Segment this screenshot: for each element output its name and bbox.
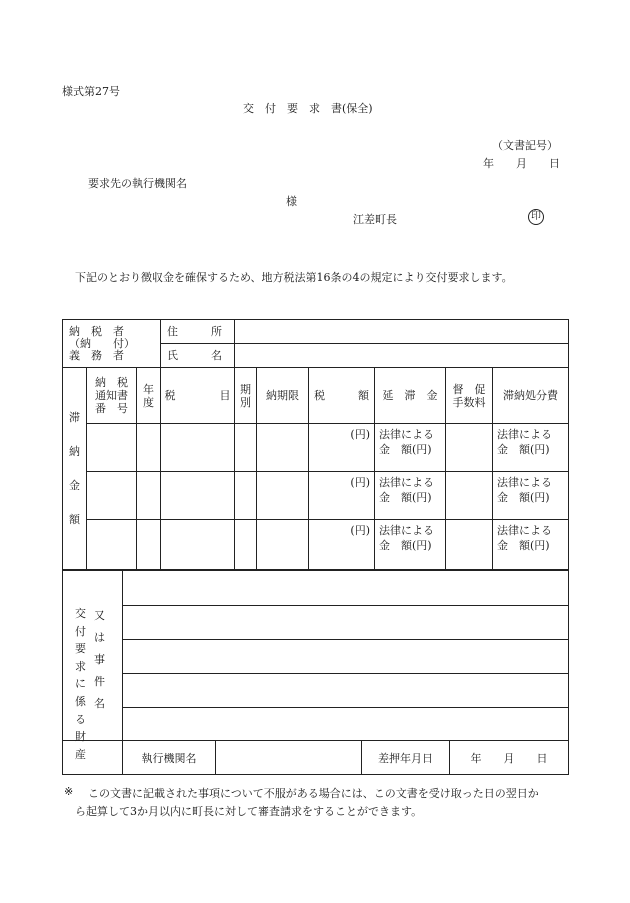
agency-field[interactable] xyxy=(216,741,362,775)
cell-due-date[interactable] xyxy=(257,520,309,570)
cell-disposition-cost[interactable]: 法律による 金 額(円) xyxy=(493,424,569,472)
property-label-col1: 交 付 要 求 に 係 る 財 産 xyxy=(75,607,86,761)
property-line[interactable] xyxy=(123,640,569,674)
agency-label: 執行機関名 xyxy=(123,741,216,775)
header-year: 年 度 xyxy=(137,368,161,424)
note-mark: ※ xyxy=(64,785,74,798)
intro-text: 下記のとおり徴収金を確保するため、地方税法第16条の4の規定により交付要求します。 xyxy=(75,271,513,284)
cell-disposition-cost[interactable]: 法律による 金 額(円) xyxy=(493,472,569,520)
property-line[interactable] xyxy=(123,606,569,640)
note-line-1: この文書に記載された事項について不服がある場合には、この文書を受け取った日の翌日か xyxy=(88,787,539,800)
cell-tax-item[interactable] xyxy=(161,424,235,472)
table-row xyxy=(63,520,569,570)
header-tax-item: 税 目 xyxy=(161,368,235,424)
address-label: 住 所 xyxy=(161,320,235,344)
cell-reminder-fee[interactable] xyxy=(446,520,493,570)
cell-year[interactable] xyxy=(137,424,161,472)
cell-late-charge[interactable]: 法律による 金 額(円) xyxy=(375,472,446,520)
cell-period[interactable] xyxy=(235,472,257,520)
seal-mark: 印 xyxy=(528,209,544,225)
cell-due-date[interactable] xyxy=(257,424,309,472)
table-row xyxy=(63,472,569,520)
header-due-date: 納期限 xyxy=(257,368,309,424)
cell-tax-item[interactable] xyxy=(161,520,235,570)
form-number: 様式第27号 xyxy=(62,85,120,98)
seizure-date-field[interactable]: 年 月 日 xyxy=(450,741,569,775)
cell-late-charge[interactable]: 法律による 金 額(円) xyxy=(375,520,446,570)
honorific-sama: 様 xyxy=(286,195,297,208)
property-label-bottom xyxy=(63,741,123,775)
taxpayer-label: 納 税 者 （納 付） 義 務 者 xyxy=(63,320,161,368)
cell-period[interactable] xyxy=(235,424,257,472)
table-row xyxy=(63,424,569,472)
seizure-date-label: 差押年月日 xyxy=(362,741,450,775)
note-line-2: ら起算して3か月以内に町長に対して審査請求をすることができます。 xyxy=(75,805,423,818)
header-reminder-fee: 督 促 手数料 xyxy=(446,368,493,424)
property-line[interactable] xyxy=(123,674,569,708)
cell-tax-amount[interactable]: (円) xyxy=(309,520,375,570)
address-field[interactable] xyxy=(235,320,569,344)
property-line[interactable] xyxy=(123,571,569,606)
cell-late-charge[interactable]: 法律による 金 額(円) xyxy=(375,424,446,472)
header-disposition-cost: 滞納処分費 xyxy=(493,368,569,424)
property-label-col2: 又 は 事 件 名 xyxy=(94,609,105,710)
cell-notice-number[interactable] xyxy=(87,424,137,472)
property-table xyxy=(62,570,569,775)
cell-tax-amount[interactable]: (円) xyxy=(309,472,375,520)
property-label xyxy=(63,571,123,761)
cell-notice-number[interactable] xyxy=(87,520,137,570)
cell-period[interactable] xyxy=(235,520,257,570)
cell-tax-item[interactable] xyxy=(161,472,235,520)
arrears-table xyxy=(62,319,569,570)
header-notice-number: 納 税 通知書 番 号 xyxy=(87,368,137,424)
cell-reminder-fee[interactable] xyxy=(446,424,493,472)
sender-name: 江差町長 xyxy=(353,213,397,226)
header-tax-amount: 税 額 xyxy=(309,368,375,424)
property-line[interactable] xyxy=(123,708,569,741)
page-title: 交 付 要 求 書(保全) xyxy=(243,102,373,115)
cell-year[interactable] xyxy=(137,520,161,570)
cell-disposition-cost[interactable]: 法律による 金 額(円) xyxy=(493,520,569,570)
header-late-charge: 延 滞 金 xyxy=(375,368,446,424)
cell-tax-amount[interactable]: (円) xyxy=(309,424,375,472)
cell-notice-number[interactable] xyxy=(87,472,137,520)
name-field[interactable] xyxy=(235,344,569,368)
issue-date: 年 月 日 xyxy=(483,157,560,170)
recipient-label: 要求先の執行機関名 xyxy=(88,177,187,190)
header-period: 期 別 xyxy=(235,368,257,424)
arrears-side-label: 滞 納 金 額 xyxy=(63,368,87,570)
document-symbol: （文書記号） xyxy=(492,139,558,152)
cell-year[interactable] xyxy=(137,472,161,520)
cell-reminder-fee[interactable] xyxy=(446,472,493,520)
cell-due-date[interactable] xyxy=(257,472,309,520)
name-label: 氏 名 xyxy=(161,344,235,368)
